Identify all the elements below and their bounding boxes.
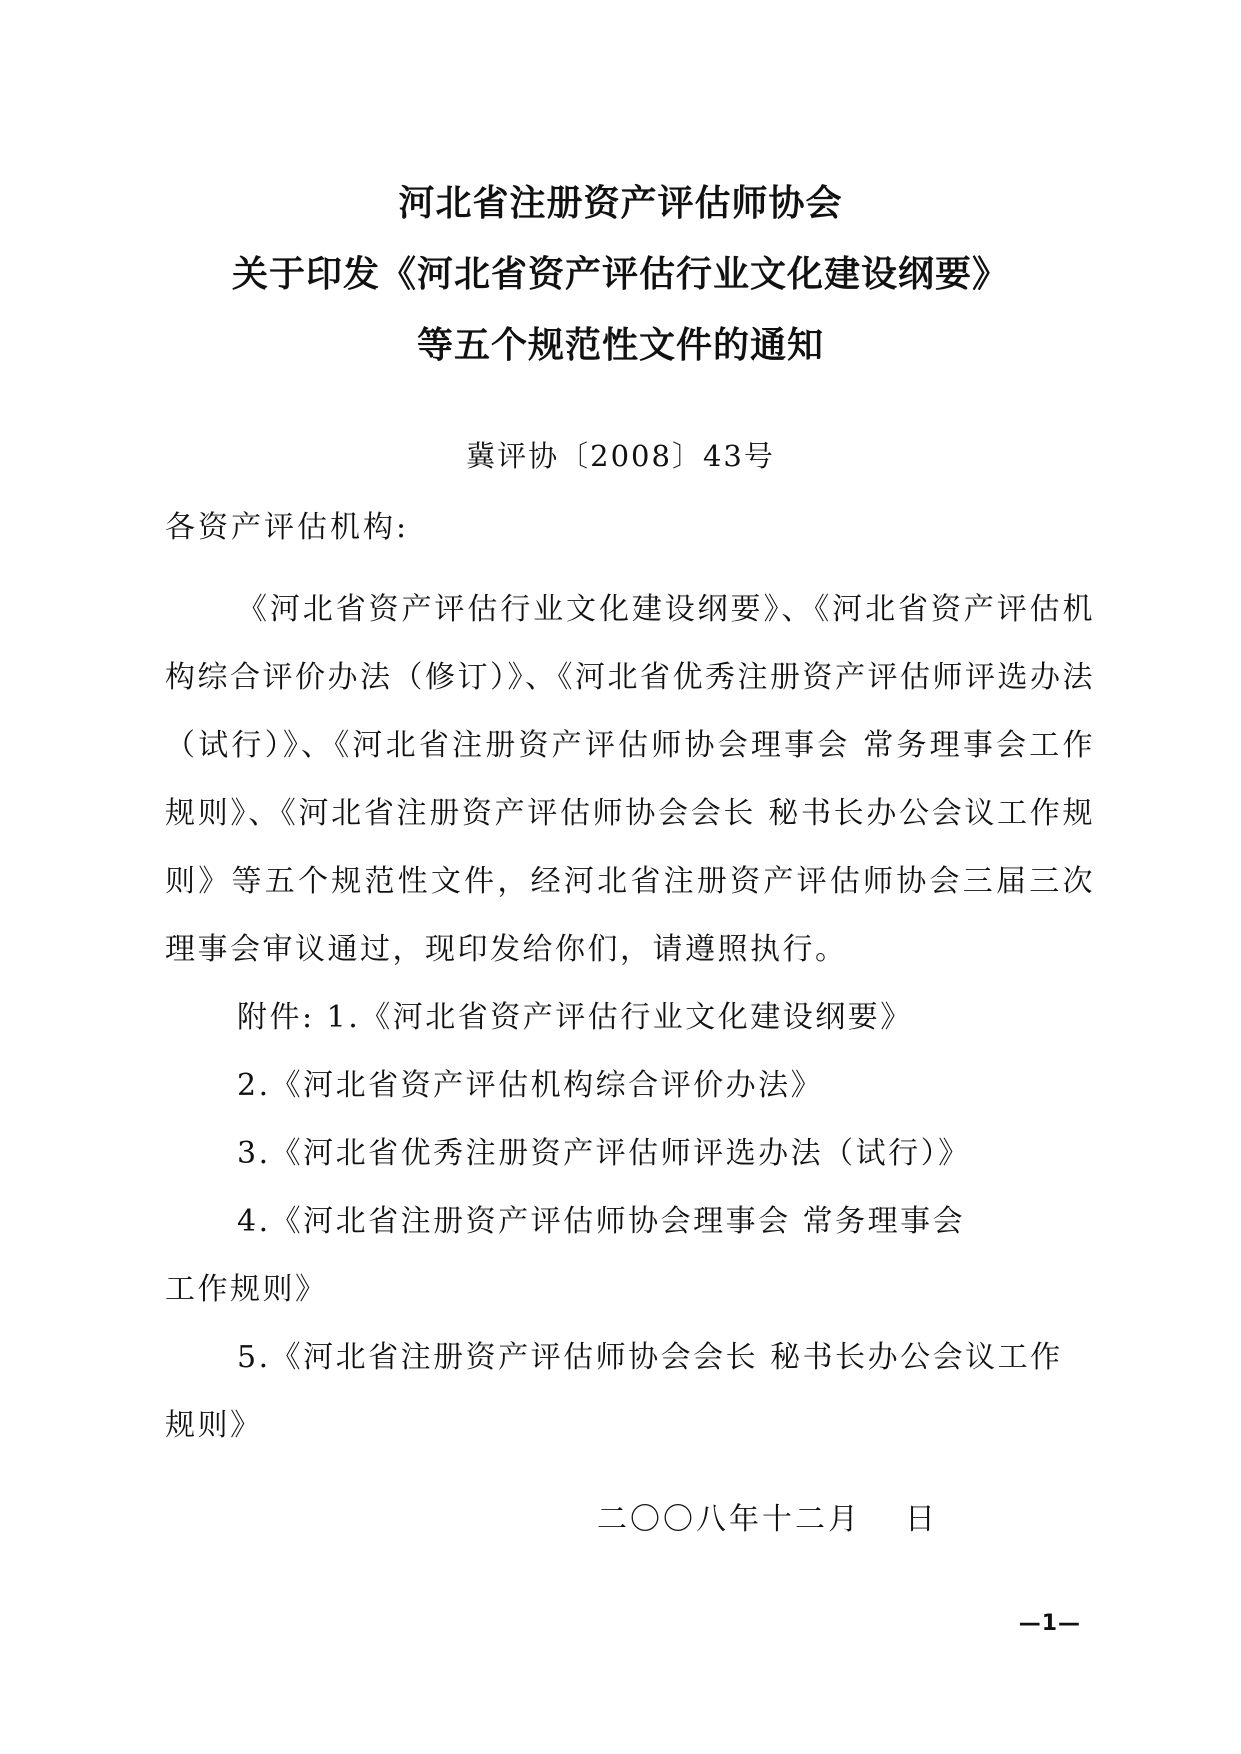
title-line-1: 河北省注册资产评估师协会 <box>398 183 843 224</box>
attachment-item-1: 附件: 1.《河北省资产评估行业文化建设纲要》 <box>237 1000 913 1035</box>
issue-date-day: 日 <box>905 1502 938 1537</box>
attachment-item-4: 4.《河北省注册资产评估师协会理事会 常务理事会 <box>237 1204 966 1239</box>
issue-date <box>597 1494 938 1538</box>
attachment-item-2: 2.《河北省资产评估机构综合评价办法》 <box>237 1068 824 1103</box>
salutation: 各资产评估机构: <box>165 510 410 545</box>
title-line-2: 关于印发《河北省资产评估行业文化建设纲要》 <box>231 254 1009 295</box>
document-body <box>165 508 1095 1460</box>
body-paragraph: 《河北省资产评估行业文化建设纲要》、《河北省资产评估机构综合评价办法（修订）》、《河北省优秀注册资产评估师评选办法（试行）》、《河北省注册资产评估师协会理事会 常务理事会工作规则》、《河北省注册资产评估师协会会长 秘书长办公会议工作规则》等五个规范性文件，经河北省注册资产评估师协会三届三次理事会审议通过，现印发给你们，请遵照执行。 <box>165 592 1095 967</box>
attachment-list <box>165 984 1095 1460</box>
page-number: —1— <box>1018 1611 1081 1636</box>
title-line-3: 等五个规范性文件的通知 <box>416 325 824 366</box>
issue-date-month: 二〇〇八年十二月 <box>597 1502 861 1537</box>
document-number: 冀评协〔2008〕43号 <box>466 439 775 473</box>
attachment-item-4-continued: 工作规则》 <box>165 1272 328 1307</box>
attachment-item-5: 5.《河北省注册资产评估师协会会长 秘书长办公会议工作规则》 <box>165 1340 1063 1443</box>
document-title <box>0 168 1241 381</box>
attachment-item-3: 3.《河北省优秀注册资产评估师评选办法（试行）》 <box>237 1136 971 1171</box>
